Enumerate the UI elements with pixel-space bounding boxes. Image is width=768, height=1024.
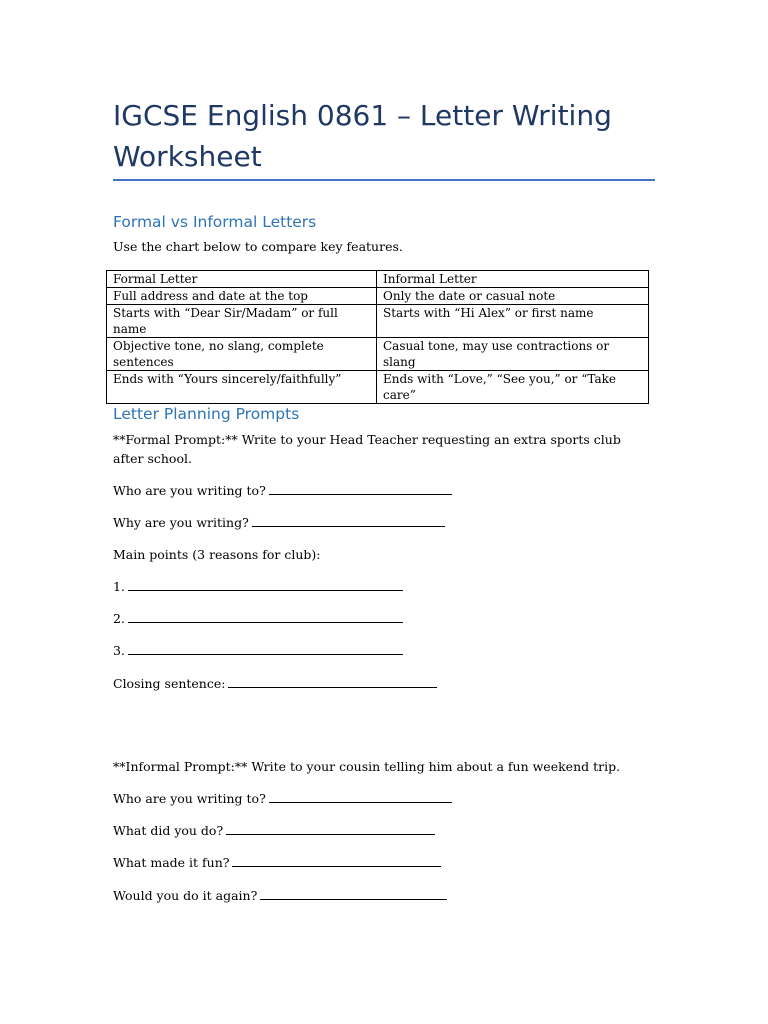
comparison-table: [106, 270, 649, 404]
informal-who-label: Who are you writing to?: [113, 791, 266, 806]
informal-fun-row: [113, 853, 441, 872]
table-cell: Ends with “Yours sincerely/faithfully”: [107, 371, 377, 404]
section-heading-planning-prompts: Letter Planning Prompts: [113, 405, 300, 423]
point-1-row: [113, 577, 403, 596]
informal-fun-label: What made it fun?: [113, 855, 230, 870]
formal-prompt: **Formal Prompt:** Write to your Head Teacher requesting an extra sports club after school.: [113, 432, 621, 466]
formal-who-row: [113, 481, 452, 500]
closing-answer-line[interactable]: [228, 676, 437, 688]
table-cell: Ends with “Love,” “See you,” or “Take care”: [377, 371, 649, 404]
main-points-label: Main points (3 reasons for club):: [113, 547, 321, 562]
table-cell: Casual tone, may use contractions or slang: [377, 338, 649, 371]
informal-fun-answer-line[interactable]: [232, 855, 441, 867]
point-2-answer-line[interactable]: [128, 611, 403, 623]
point-2-label: 2.: [113, 611, 125, 626]
table-cell: Only the date or casual note: [377, 288, 649, 305]
informal-again-answer-line[interactable]: [260, 888, 447, 900]
closing-row: [113, 674, 437, 693]
informal-who-row: [113, 789, 452, 808]
table-header-cell: Informal Letter: [377, 271, 649, 288]
table-header-cell: Formal Letter: [107, 271, 377, 288]
point-3-row: [113, 641, 403, 660]
page-title: IGCSE English 0861 – Letter Writing Worksheet: [113, 99, 612, 173]
table-cell: Starts with “Dear Sir/Madam” or full name: [107, 305, 377, 338]
informal-what-answer-line[interactable]: [226, 823, 435, 835]
formal-why-row: [113, 513, 445, 532]
informal-who-answer-line[interactable]: [269, 791, 452, 803]
table-intro: Use the chart below to compare key features.: [113, 239, 403, 254]
table-row: [107, 338, 649, 371]
formal-why-label: Why are you writing?: [113, 515, 249, 530]
point-2-row: [113, 609, 403, 628]
section-heading-formal-vs-informal: Formal vs Informal Letters: [113, 213, 317, 231]
table-row: [107, 371, 649, 404]
table-cell: Objective tone, no slang, complete sentences: [107, 338, 377, 371]
informal-prompt: **Informal Prompt:** Write to your cousin telling him about a fun weekend trip.: [113, 759, 621, 774]
table-row: [107, 305, 649, 338]
informal-what-row: [113, 821, 435, 840]
formal-why-answer-line[interactable]: [252, 515, 445, 527]
point-1-label: 1.: [113, 579, 125, 594]
title-underline: [113, 179, 655, 181]
informal-what-label: What did you do?: [113, 823, 224, 838]
informal-again-label: Would you do it again?: [113, 888, 258, 903]
point-1-answer-line[interactable]: [128, 579, 403, 591]
table-cell: Full address and date at the top: [107, 288, 377, 305]
formal-who-label: Who are you writing to?: [113, 483, 266, 498]
point-3-answer-line[interactable]: [128, 643, 403, 655]
table-header-row: [107, 271, 649, 288]
point-3-label: 3.: [113, 643, 125, 658]
closing-label: Closing sentence:: [113, 676, 226, 691]
formal-who-answer-line[interactable]: [269, 483, 452, 495]
table-row: [107, 288, 649, 305]
table-cell: Starts with “Hi Alex” or first name: [377, 305, 649, 338]
informal-again-row: [113, 886, 447, 905]
